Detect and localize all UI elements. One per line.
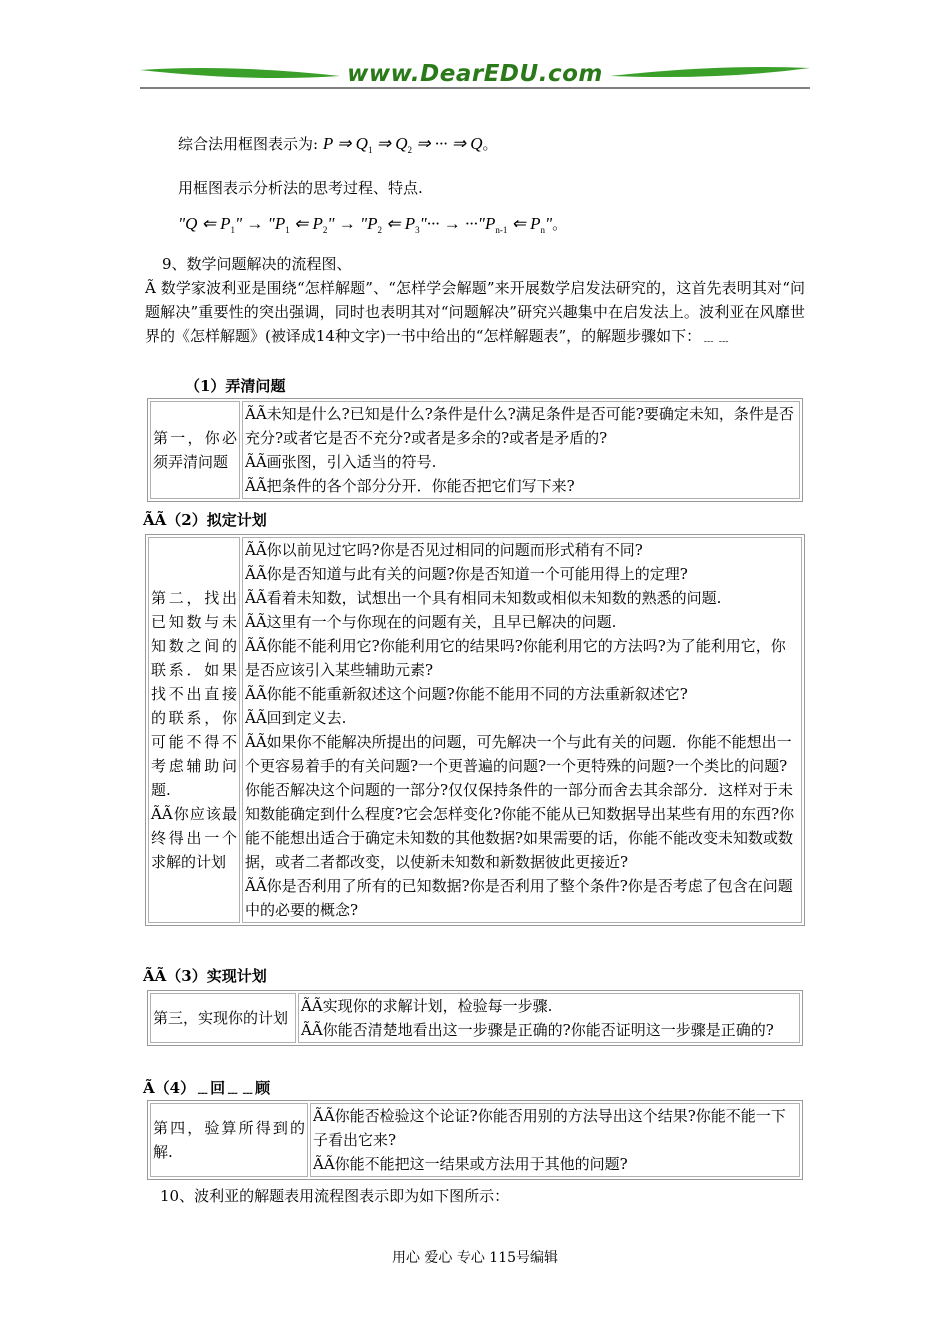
section-3-table [147, 990, 803, 1046]
list-item: ÃÃ把条件的各个部分分开．你能否把它们写下来? [245, 477, 575, 495]
section-2-table [145, 534, 805, 926]
item-10: 10、波利亚的解题表用流程图表示即为如下图所示： [160, 1187, 510, 1205]
section-4-left: 第四，验算所得到的解. [150, 1103, 308, 1177]
list-item: ÃÃ你是否知道与此有关的问题?你是否知道一个可能用得上的定理? [245, 565, 688, 583]
section-2-right [242, 537, 802, 923]
section-4-right [310, 1103, 800, 1177]
section-1-left: 第一，你必须弄清问题 [150, 401, 240, 499]
section-4-table [147, 1100, 803, 1180]
list-item: ÃÃ你能不能重新叙述这个问题?你能不能用不同的方法重新叙述它? [245, 685, 688, 703]
section-1-heading: （1）弄清问题 [185, 377, 286, 395]
section-3-right [298, 993, 800, 1043]
list-item: ÃÃ你能不能把这一结果或方法用于其他的问题? [313, 1155, 628, 1173]
synthesis-label: 综合法用框图表示为: [178, 135, 319, 153]
section-2-heading: ÃÃ（2）拟定计划 [143, 511, 267, 529]
synthesis-formula: P ⇒ $Q_1$ ⇒ $Q_2$ ⇒ ··· ⇒ Q [322, 134, 483, 155]
list-item: ÃÃ看着未知数，试想出一个具有相同未知数或相似未知数的熟悉的问题. [245, 589, 722, 607]
list-item: ÃÃ未知是什么?已知是什么?条件是什么?满足条件是否可能?要确定未知，条件是否充分?或者它是否不充分?或者是多余的?或者是矛盾的? [245, 405, 794, 447]
list-item: ÃÃ这里有一个与你现在的问题有关，且早已解决的问题. [245, 613, 617, 631]
list-item: ÃÃ你以前见过它吗?你是否见过相同的问题而形式稍有不同? [245, 541, 643, 559]
section-3-heading: ÃÃ（3）实现计划 [143, 967, 267, 985]
list-item: ÃÃ如果你不能解决所提出的问题，可先解决一个与此有关的问题．你能不能想出一个更容易着手的有关问题?一个更普遍的问题?一个更特殊的问题?一个类比的问题?你能否解决这个问题的一部分?仅仅保持条件的一部分而舍去其余部分．这样对于未知数能确定到什么程度?它会怎样变化?你能不能从已知数据导出某些有用的东西?你能不能想出适合于确定未知数的其他数据?如果需要的话，你能不能改变未知数或数据，或者二者都改变，以使新未知数和新数据彼此更接近? [245, 733, 795, 871]
list-item: ÃÃ你能否清楚地看出这一步骤是正确的?你能否证明这一步骤是正确的? [301, 1021, 774, 1039]
list-item: ÃÃ你能否检验这个论证?你能否用别的方法导出这个结果?你能不能一下子看出它来? [313, 1107, 786, 1149]
page-header [140, 60, 810, 92]
analysis-label: 用框图表示分析法的思考过程、特点. [178, 179, 423, 197]
site-logo: www.DearEDU.com [347, 61, 603, 87]
analysis-formula: "Q ⇐ $P_1$" → "$P_1$ ⇐ $P_2$" → "$P_2$ ⇐ $P_3"\cdot\cdot\cdot$ → $\cdot\cdot\cdot"P_{n-1}$ ⇐ $P_n$"。 [178, 214, 568, 235]
page-footer: 用心 爱心 专心 115号编辑 [391, 1250, 559, 1266]
list-item: ÃÃ你是否利用了所有的已知数据?你是否利用了整个条件?你是否考虑了包含在问题中的必要的概念? [245, 877, 793, 919]
section-2-left: 第二，找出已知数与未知数之间的联系．如果找不出直接的联系，你可能不得不考虑辅助问题. ÃÃ你应该最终得出一个求解的计划 [148, 537, 240, 923]
intro-paragraph: Ã 数学家波利亚是围绕“怎样解题”、“怎样学会解题”来开展数学启发法研究的，这首先表明其对“问题解决”重要性的突出强调，同时也表明其对“问题解决”研究兴趣集中在启发法上。波利亚在风靡世界的《怎样解题》(被译成14种文字)一书中给出的“怎样解题表”，的解题步骤如下：﹍﹍ [145, 279, 805, 345]
list-item: ÃÃ实现你的求解计划，检验每一步骤. [301, 997, 553, 1015]
section-1-right [242, 401, 800, 499]
synthesis-line: 综合法用框图表示为: P ⇒ $Q_1$ ⇒ $Q_2$ ⇒ ··· ⇒ Q。 [178, 134, 498, 155]
list-item: ÃÃ你能不能利用它?你能利用它的结果吗?你能利用它的方法吗?为了能利用它，你是否应该引入某些辅助元素? [245, 637, 786, 679]
list-item: ÃÃ画张图，引入适当的符号. [245, 453, 437, 471]
section-3-left: 第三，实现你的计划 [150, 993, 296, 1043]
list-item: ÃÃ回到定义去. [245, 709, 347, 727]
section-4-heading: Ã（4）﹍回﹍﹍顾 [143, 1079, 271, 1097]
section-1-table [147, 398, 803, 502]
item-9: 9、数学问题解决的流程图、 [162, 255, 352, 273]
